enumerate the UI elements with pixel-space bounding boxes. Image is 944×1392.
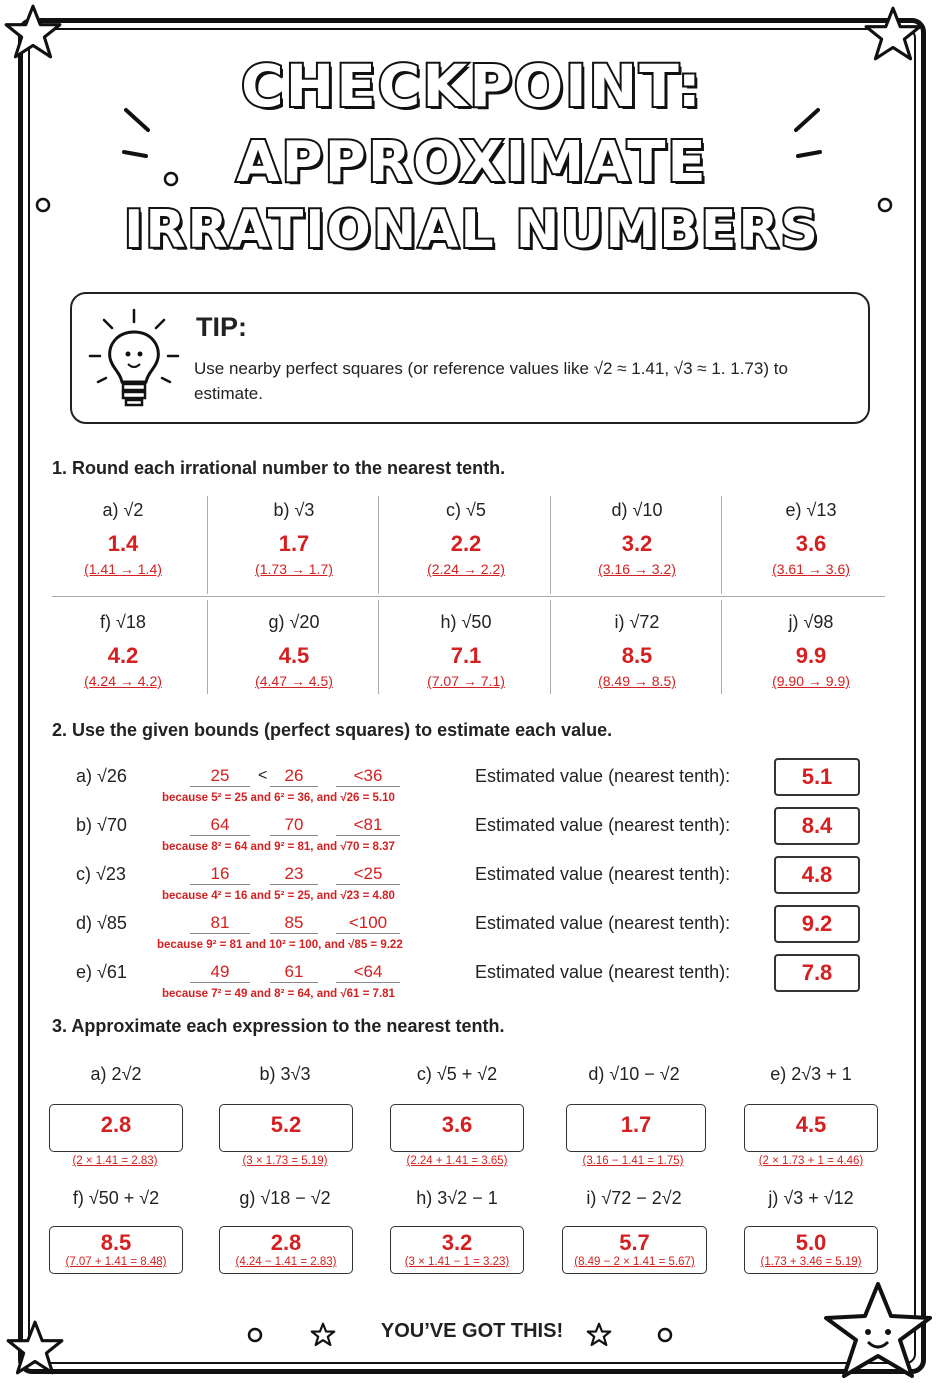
upper-bound: <64 [336,962,400,983]
round-item-label: d) √10 [611,500,663,520]
lower-bound: 64 [190,815,250,836]
expression-label: e) 2√3 + 1 [770,1064,852,1084]
radicand: 26 [270,766,318,787]
bound-item-label: a) √26 [76,766,127,786]
round-item-work: (4.47 → 4.5) [255,673,333,689]
estimate-box: 8.4 [774,807,860,845]
expression-work: (3.16 − 1.41 = 1.75) [582,1155,684,1167]
round-item-work: (3.16 → 3.2) [598,561,676,577]
expression-work: (8.49 − 2 × 1.41 = 5.67) [574,1256,695,1268]
expression-label: a) 2√2 [90,1064,142,1084]
round-item-label: c) √5 [446,500,486,520]
answer-box [744,1226,878,1274]
estimate-box: 7.8 [774,954,860,992]
divider [52,596,885,597]
round-item [381,500,551,577]
answer-box: 2.8 [49,1104,183,1152]
expression-work: (7.07 + 1.41 = 8.48) [65,1256,167,1268]
answer-box [390,1226,524,1274]
expression-label: b) 3√3 [259,1064,311,1084]
round-item-label: e) √13 [785,500,837,520]
bound-explanation: because 4² = 16 and 5² = 25, and √23 = 4.80 [162,890,395,902]
radicand: 61 [270,962,318,983]
expression-work: (4.24 − 1.41 = 2.83) [235,1256,337,1268]
estimate-label: Estimated value (nearest tenth): [475,864,731,884]
round-item-work: (3.61 → 3.6) [772,561,850,577]
answer-value: 5.7 [619,1230,650,1255]
round-item [726,612,896,689]
round-item [209,612,379,689]
estimate-label: Estimated value (nearest tenth): [475,913,731,933]
tip-box [70,292,870,424]
lightbulb-icon [86,306,182,416]
round-item [552,612,722,689]
expression-work: (1.73 + 3.46 = 5.19) [760,1256,862,1268]
round-item-answer: 8.5 [621,643,653,668]
answer-box: 1.7 [566,1104,706,1152]
upper-bound: <36 [336,766,400,787]
title-line-2: APPROXIMATE [236,130,708,195]
estimate-label: Estimated value (nearest tenth): [475,766,731,786]
round-item-label: i) √72 [614,612,660,632]
round-item [38,612,208,689]
round-item-label: j) √98 [788,612,834,632]
expression-label: i) √72 − 2√2 [586,1188,682,1208]
expression-work: (2 × 1.73 + 1 = 4.46) [758,1155,864,1167]
round-item-answer: 3.2 [621,531,653,556]
upper-bound: <81 [336,815,400,836]
estimate-box: 5.1 [774,758,860,796]
expression-label: f) √50 + √2 [72,1188,160,1208]
round-item [552,500,722,577]
answer-box [562,1226,707,1274]
lower-bound: 16 [190,864,250,885]
expression-label: h) 3√2 − 1 [416,1188,498,1208]
expression-work: (2.24 + 1.41 = 3.65) [406,1155,508,1167]
round-item-label: b) √3 [273,500,315,520]
title-line-3: IRRATIONAL NUMBERS [124,200,820,260]
expression-label: g) √18 − √2 [239,1188,331,1208]
round-item-answer: 4.5 [278,643,310,668]
round-item [726,500,896,577]
lower-bound: 25 [190,766,250,787]
section-1-heading: 1. Round each irrational number to the nearest tenth. [52,458,506,478]
tip-text: Use nearby perfect squares (or reference values like √2 ≈ 1.41, √3 ≈ 1. 1.73) to estimate. [194,359,788,403]
round-item-answer: 1.7 [278,531,310,556]
lower-bound: 49 [190,962,250,983]
section-2-heading: 2. Use the given bounds (perfect squares) to estimate each value. [52,720,613,740]
answer-value: 8.5 [100,1230,132,1255]
round-item-work: (9.90 → 9.9) [772,673,850,689]
estimate-box: 4.8 [774,856,860,894]
section-3-heading: 3. Approximate each expression to the nearest tenth. [52,1016,505,1036]
estimate-box: 9.2 [774,905,860,943]
radicand: 23 [270,864,318,885]
expression-label: j) √3 + √12 [768,1188,854,1208]
answer-box [49,1226,183,1274]
answer-box: 3.6 [390,1104,524,1152]
answer-value: 5.0 [795,1230,827,1255]
bound-item-label: b) √70 [76,815,127,835]
round-item-answer: 1.4 [107,531,139,556]
expression-work: (2 × 1.41 = 2.83) [72,1155,158,1167]
expression-label: c) √5 + √2 [416,1064,498,1084]
bound-explanation: because 8² = 64 and 9² = 81, and √70 = 8.37 [162,841,395,853]
upper-bound: <100 [336,913,400,934]
upper-bound: <25 [336,864,400,885]
round-item-answer: 4.2 [107,643,139,668]
expression-work: (3 × 1.41 − 1 = 3.23) [404,1256,510,1268]
round-item-work: (1.73 → 1.7) [255,561,333,577]
radicand: 70 [270,815,318,836]
round-item-answer: 7.1 [450,643,482,668]
bound-explanation: because 5² = 25 and 6² = 36, and √26 = 5.10 [162,792,395,804]
answer-value: 2.8 [270,1230,302,1255]
round-item-work: (4.24 → 4.2) [84,673,162,689]
round-item [38,500,208,577]
tip-heading: TIP: [196,312,247,342]
answer-box [219,1226,353,1274]
less-than-sign: < [258,767,268,784]
round-item-work: (7.07 → 7.1) [427,673,505,689]
radicand: 85 [270,913,318,934]
bound-item-label: e) √61 [76,962,127,982]
round-item-work: (2.24 → 2.2) [427,561,505,577]
bound-item-label: d) √85 [76,913,127,933]
answer-box: 4.5 [744,1104,878,1152]
bound-explanation: because 7² = 49 and 8² = 64, and √61 = 7.81 [162,988,395,1000]
round-item [381,612,551,689]
estimate-label: Estimated value (nearest tenth): [475,815,731,835]
round-item-label: f) √18 [100,612,146,632]
title-line-1: CHECKPOINT: [241,52,703,120]
expression-label: d) √10 − √2 [588,1064,680,1084]
lower-bound: 81 [190,913,250,934]
expression-work: (3 × 1.73 = 5.19) [242,1155,328,1167]
answer-value: 3.2 [441,1230,473,1255]
round-item-answer: 3.6 [795,531,827,556]
round-item-work: (8.49 → 8.5) [598,673,676,689]
bound-item-label: c) √23 [76,864,126,884]
round-item-answer: 9.9 [795,643,827,668]
answer-box: 5.2 [219,1104,353,1152]
round-item-answer: 2.2 [450,531,482,556]
footer-message: YOU’VE GOT THIS! [380,1320,564,1342]
bound-explanation: because 9² = 81 and 10² = 100, and √85 = 9.22 [157,939,403,951]
round-item-work: (1.41 → 1.4) [84,561,162,577]
round-item [209,500,379,577]
round-item-label: h) √50 [440,612,492,632]
round-item-label: g) √20 [268,612,320,632]
estimate-label: Estimated value (nearest tenth): [475,962,731,982]
round-item-label: a) √2 [102,500,144,520]
